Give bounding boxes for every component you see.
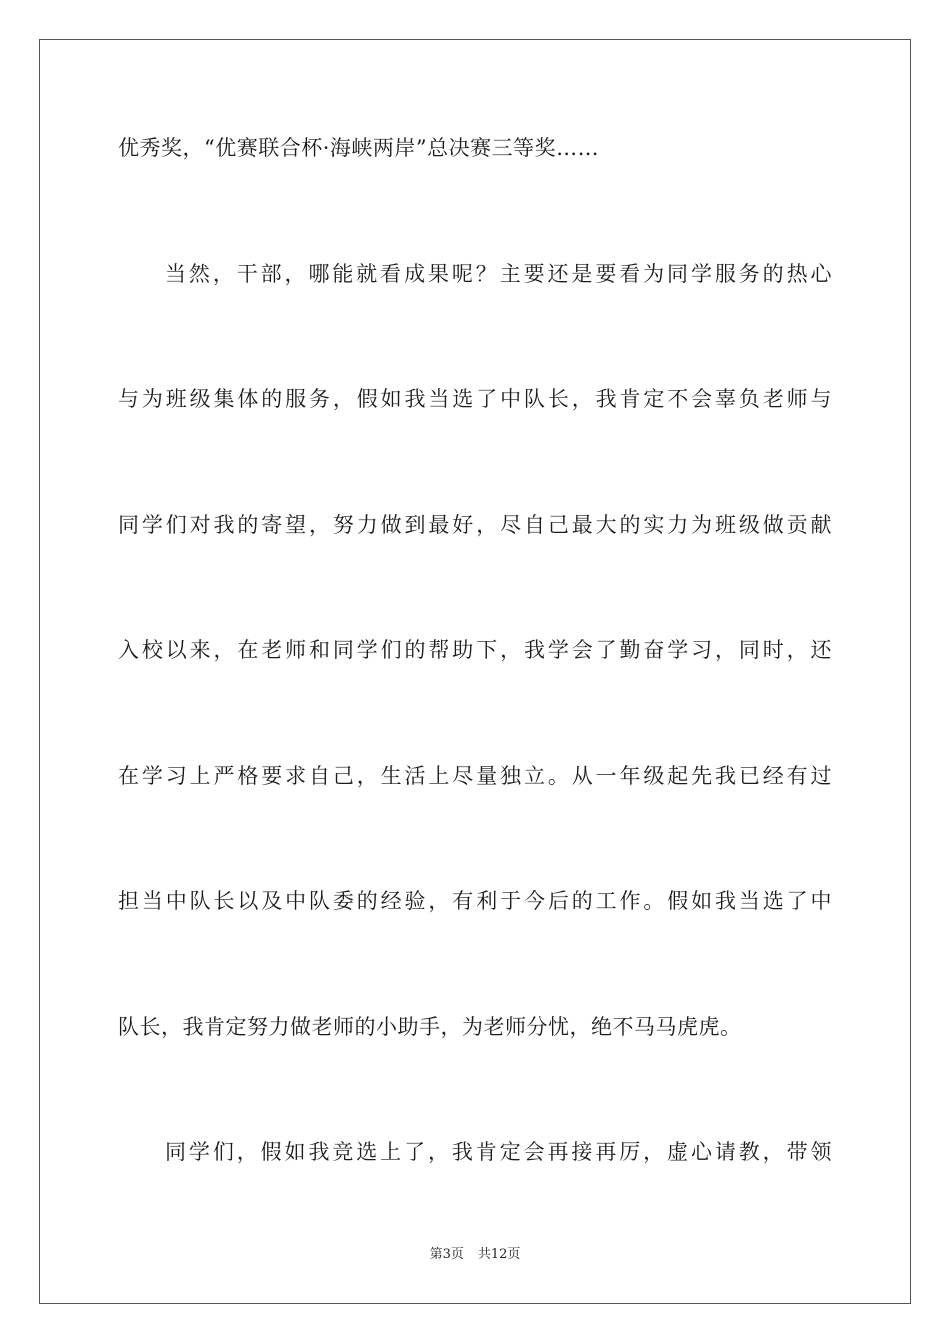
page-footer [0, 1246, 950, 1264]
text-line-6: 在学习上严格要求自己，生活上尽量独立。从一年级起先我已经有过 [118, 764, 832, 788]
page-number: 第3页 [429, 1247, 464, 1262]
text-line-2: 当然，干部，哪能就看成果呢？主要还是要看为同学服务的热心 [165, 262, 832, 286]
text-line-5: 入校以来，在老师和同学们的帮助下，我学会了勤奋学习，同时，还 [118, 638, 832, 662]
text-line-3: 与为班级集体的服务，假如我当选了中队长，我肯定不会辜负老师与 [118, 387, 832, 411]
text-line-1: 优秀奖，“优赛联合杯·海峡两岸”总决赛三等奖…… [118, 136, 600, 160]
text-line-4: 同学们对我的寄望，努力做到最好，尽自己最大的实力为班级做贡献 [118, 513, 832, 537]
total-pages: 共12页 [477, 1247, 521, 1262]
text-line-9: 同学们，假如我竞选上了，我肯定会再接再厉，虚心请教，带领 [165, 1140, 832, 1164]
text-line-7: 担当中队长以及中队委的经验，有利于今后的工作。假如我当选了中 [118, 889, 832, 913]
text-line-8: 队长，我肯定努力做老师的小助手，为老师分忧，绝不马马虎虎。 [118, 1015, 742, 1039]
page-border [39, 39, 911, 1304]
